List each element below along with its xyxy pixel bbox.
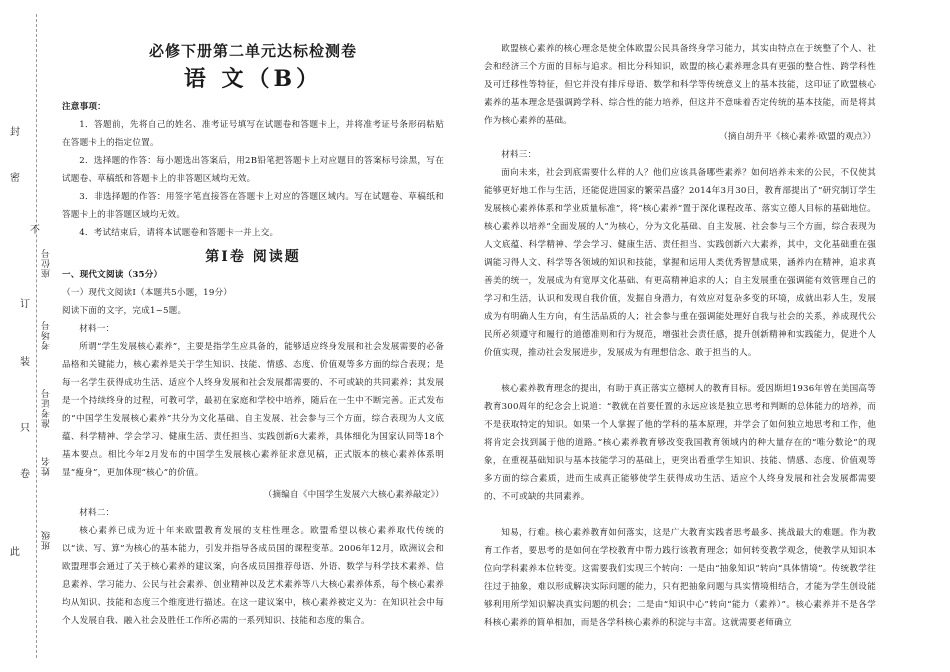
subsection-heading: （一）现代文阅读Ⅰ（本题共5小题，19分） — [62, 288, 233, 298]
margin-char-8: 此 — [10, 547, 20, 558]
note-item-2: 2．选择题的作答：每小题选出答案后，用2B铅笔把答题卡上对应题目的答案标号涂黑，写在试题卷、草稿纸和答题卡上的非答题区域均无效。 — [62, 156, 444, 184]
reading-instruction: 阅读下面的文字，完成1~5题。 — [62, 306, 187, 316]
notes-heading: 注意事项： — [62, 102, 106, 112]
exam-room-field: 考场号 — [42, 320, 52, 350]
margin-char-3: 不 — [30, 225, 40, 236]
section-heading: 一、现代文阅读（35分） — [62, 270, 163, 280]
margin-char-7: 卷 — [20, 469, 30, 480]
material-2-label: 材料二： — [79, 508, 115, 518]
material-3-text: 面向未来，社会到底需要什么样的人？他们应该具备哪些素养？如何培养未来的公民，不仅使其能够更好地工作与生活，还能促进国家的繁荣昌盛？2014年3月30日，教育部提出了“研究制订学生发展核心素养体系和学业质量标准”，将“核心素养”置于深化课程改革、落实立德人目标的基础地位。核心素养以培养“全面发展的人”为核心，分为文化基础、自主发展、社会参与三个方面，综合表现为人文底蕴、科学精神、学会学习、健康生活、责任担当、实践创新六大素养，其中，文化基础重在强调能习得人文、科学等各领域的知识和技能，掌握和运用人类优秀智慧成果，涵养内在精神，追求真善美的统一，发展成为有宽厚文化基础、有更高精神追求的人；自主发展重在强调能有效管理自己的学习和生活，认识和发现自我价值，发掘自身潜力，有效应对复杂多变的环境，成就出彩人生，发展成为有明确人生方向，有生活品质的人；社会参与重在强调能处理好自我与社会的关系，养成现代公民所必须遵守和履行的道德准则和行为规范，增强社会责任感，提升创新精神和实践能力，促进个人价值实现，推动社会发展进步，发展成为有理想信念、敢于担当的人。 — [484, 168, 876, 358]
material-1-source: （摘编自《中国学生发展六大核心素养敲定》） — [263, 490, 444, 500]
exam-title: 必修下册第二单元达标检测卷 — [148, 42, 357, 60]
seat-number-label: 座位号 — [42, 248, 52, 278]
material-2-source: （摘自胡升平《核心素养·欧盟的观点》） — [719, 132, 876, 142]
material-2-text: 核心素养已成为近十年来欧盟教育发展的支柱性理念。欧盟希望以核心素养取代传统的以“读、写、算”为核心的基本能力，引发并指导各成员国的课程变革。2006年12月，欧洲议会和欧盟理事会通过了关于核心素养的建议案，向各成员国推荐母语、外语、数学与科学技术素养、信息素养、学习能力、公民与社会素养、创业精神以及艺术素养等八大核心素养体系，每个核心素养均从知识、技能和态度三个维度进行描述。在这一建议案中，核心素养被定义为：在知识社会中每个人发展自我、融入社会及胜任工作所必需的一系列知识、技能和态度的集合。 — [62, 526, 444, 626]
note-item-4: 4．考试结束后，请将本试题卷和答题卡一并上交。 — [79, 228, 279, 238]
margin-char-2: 密 — [10, 173, 20, 184]
material-1-label: 材料一： — [79, 324, 115, 334]
ticket-number-field: 准考证号 — [42, 388, 52, 428]
paragraph-4: 核心素养教育理念的提出，有助于真正落实立德树人的教育目标。爱因斯坦1936年曾在美国高等教育300周年的纪念会上说道：“教就在首要任置的永远应该是独立思考和判断的总体能力的培养，而不是获取特定的知识。如果一个人掌握了他的学科的基本原理，并学会了如何独立地思考和工作，他将肯定会找到属于他的道路。”核心素养教育够改变我国教育领域内的种大量存在的“唯分数论”的现象，在重视基础知识与基本技能学习的基础上，更突出看重学生知识、技能、情感、态度、价值观等多方面的综合素质，进而生成真正能够使学生获得成功生活、适应个人终身发展和社会发展都需要的、不可或缺的共同素养。 — [484, 384, 876, 502]
exam-subtitle: 语 文（B） — [183, 66, 323, 92]
binding-margin — [0, 0, 58, 672]
note-item-1: 1．答题前，先将自己的姓名、准考证号填写在试题卷和答题卡上，并将准考证号条形码粘贴在答题卡上的指定位置。 — [62, 120, 444, 148]
margin-char-5: 装 — [20, 357, 30, 368]
name-field: 姓名 — [42, 456, 52, 476]
class-field: 班级 — [42, 530, 52, 550]
paragraph-5: 知易，行难。核心素养教育如何落实，这是广大教育实践者思考最多、挑战最大的难题。作为教育工作者，要思考的是如何在学校教育中帮力践行该教育理念；如何转变教学观念，使教学从知识本位向学科素养本位转变。这需要我们实现三个转向：一是由“抽象知识”转向“具体情境”。传统教学往往过于抽象，难以形成解决实际问题的能力，只有把抽象问题与具实情境相结合，才能为学生创设能够利用所学知识解决真实问题的机会；二是由“知识中心”转向“能力（素养）”。核心素养并不是各学科核心素养的简单相加，而是各学科核心素养的积淀与丰富。这就需要老师确立 — [484, 528, 876, 628]
note-item-3: 3．非选择题的作答：用签字笔直接答在答题卡上对应的答题区域内。写在试题卷、草稿纸和答题卡上的非答题区域均无效。 — [62, 192, 444, 220]
material-2-continued: 欧盟核心素养的核心理念是使全体欧盟公民具备终身学习能力，其实由特点在于统整了个人、社会和经济三个方面的目标与追求。相比分科知识，欧盟的核心素养理念具有更强的整合性、跨学科性及可迁移性等特征，但它并没有排斥母语、数学和科学等传统意义上的基本技能，这印证了欧盟核心素养的基本理念是强调跨学科、综合性的能力培养，但这并不意味着否定传统的基本技能，而是将其作为核心素养的基础。 — [484, 44, 876, 126]
material-1-text: 所谓“学生发展核心素养”，主要是指学生应具备的，能够适应终身发展和社会发展需要的必备品格和关键能力，核心素养是关于学生知识、技能、情感、态度、价值观等多方面的综合表现；是每一名学生获得成功生活、适应个人终身发展和社会发展都需要的、不可或缺的共同素养；其发展是一个持续终身的过程，可教可学，最初在家庭和学校中培养，随后在一生中不断完善。正式发布的“中国学生发展核心素养”共分为文化基础、自主发展、社会参与三个方面，综合表现为人文底蕴、科学精神、学会学习、健康生活、责任担当、实践创新6大素养，具体细化为国家认同等18个基本要点。相比今年2月发布的中国学生发展核心素养征求意见稿，正式版本的核心素养体系明显“瘦身”，更加体现“核心”的价值。 — [62, 342, 444, 478]
material-3-label: 材料三： — [501, 150, 537, 160]
cut-line — [36, 14, 37, 658]
part1-title: 第Ⅰ卷 阅读题 — [205, 249, 301, 265]
margin-char-1: 封 — [10, 127, 20, 138]
margin-char-4: 订 — [20, 299, 30, 310]
margin-char-6: 只 — [20, 423, 30, 434]
